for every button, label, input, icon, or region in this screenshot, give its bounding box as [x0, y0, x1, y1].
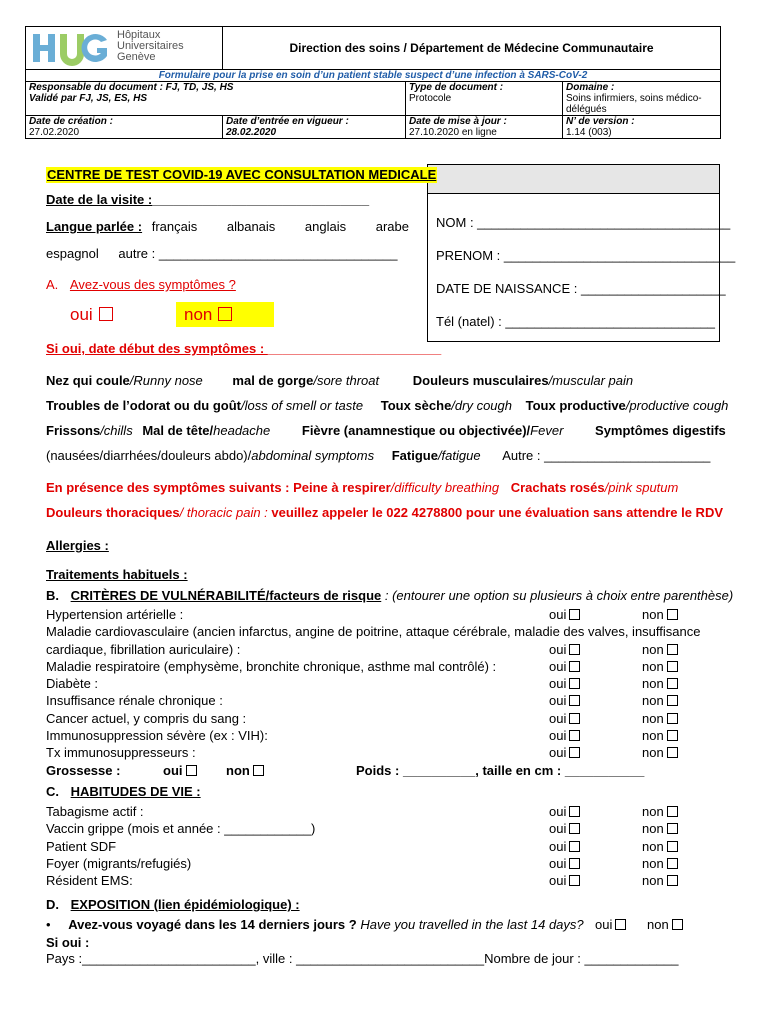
checkbox-icon[interactable]: [667, 609, 678, 620]
symptom-autre[interactable]: Autre : _______________________: [502, 448, 711, 463]
nom-field[interactable]: NOM : ___________________________________: [436, 215, 731, 230]
habit-item-label: Foyer (migrants/refugiés): [46, 855, 192, 871]
checkbox-icon[interactable]: [569, 695, 580, 706]
travel-non-label: non: [647, 917, 669, 932]
allergies-label[interactable]: Allergies :: [46, 538, 109, 553]
logo-line-2: Universitaires: [117, 40, 184, 52]
vulnerability-item-row: [46, 623, 701, 640]
vulnerability-item-non[interactable]: [642, 675, 678, 692]
oui-label: oui: [549, 804, 567, 819]
responsable-cell: [26, 82, 406, 116]
checkbox-icon[interactable]: [569, 678, 580, 689]
domaine-value: Soins infirmiers, soins médico-délégués: [566, 93, 702, 115]
oui-label: oui: [549, 745, 567, 761]
form-title: Formulaire pour la prise en soin d’un patient stable suspect d’une infection à SARS-CoV-2: [26, 70, 721, 82]
non-label: non: [642, 641, 664, 657]
habit-item-non[interactable]: [642, 838, 678, 855]
symptom-toux-prod[interactable]: Toux productive: [525, 398, 626, 413]
habit-item-oui[interactable]: [549, 872, 580, 889]
symptom-nez[interactable]: Nez qui coule: [46, 373, 130, 388]
traitements-label[interactable]: Traitements habituels :: [46, 567, 188, 582]
travel-non[interactable]: [647, 916, 683, 933]
visite-label: Date de la visite :: [46, 192, 153, 207]
langue-anglais[interactable]: anglais: [304, 219, 347, 234]
checkbox-icon[interactable]: [615, 919, 626, 930]
checkbox-icon[interactable]: [569, 644, 580, 655]
vulnerability-item-label: cardiaque, fibrillation auriculaire) :: [46, 641, 241, 657]
document-header: [25, 26, 721, 150]
vulnerability-item-oui[interactable]: [549, 675, 580, 692]
habit-item-row: [46, 820, 696, 837]
non-label: non: [642, 607, 664, 622]
symptom-musc-en: /muscular pain: [548, 373, 634, 388]
langue-row: [46, 219, 409, 235]
version-label: N’ de version :: [566, 116, 635, 127]
symptom-musc[interactable]: Douleurs musculaires: [412, 373, 549, 388]
naissance-field[interactable]: DATE DE NAISSANCE : ____________________: [436, 281, 726, 296]
warning-text-g: veuillez appeler le 022 4278800 pour une évaluation sans attendre le RDV: [271, 505, 724, 520]
non-label: non: [642, 838, 664, 854]
vulnerability-item-label: Tx immunosuppresseurs :: [46, 745, 196, 761]
vulnerability-item-label: Insuffisance rénale chronique :: [46, 693, 223, 709]
symptom-fatigue-en: /fatigue: [437, 448, 481, 463]
vulnerability-item-non[interactable]: [642, 641, 678, 658]
non-label: non: [642, 804, 664, 819]
symptoms-oui[interactable]: [70, 305, 113, 325]
section-b-note: : (entourer une option su plusieurs à choix entre parenthèse): [381, 588, 734, 603]
logo-line-3: Genève: [117, 51, 156, 63]
non-label: non: [642, 855, 664, 871]
checkbox-icon[interactable]: [569, 806, 580, 817]
habit-item-oui[interactable]: [549, 855, 580, 872]
habit-item-label: Patient SDF: [46, 838, 117, 854]
creation-label: Date de création :: [29, 116, 113, 127]
section-a-letter: A.: [46, 277, 59, 292]
habit-item-label: Vaccin grippe (mois et année : ____________): [46, 821, 316, 837]
langue-row-2: [46, 246, 397, 262]
vulnerability-item-non[interactable]: [642, 727, 678, 744]
centre-title: CENTRE DE TEST COVID-19 AVEC CONSULTATION MEDICALE: [47, 167, 437, 182]
oui-label: oui: [549, 855, 567, 871]
grossesse-oui-label: oui: [163, 763, 183, 778]
symptom-row-1: [46, 373, 633, 389]
habit-item-label: Tabagisme actif :: [46, 804, 144, 819]
type-value: Protocole: [409, 93, 452, 104]
responsable: Responsable du document : FJ, TD, JS, HS: [29, 82, 234, 93]
section-b-heading: [46, 588, 733, 604]
vulnerability-item-row: [46, 727, 696, 744]
symptom-gorge[interactable]: mal de gorge: [232, 373, 314, 388]
maj-label: Date de mise à jour :: [409, 116, 507, 127]
checkbox-icon[interactable]: [667, 730, 678, 741]
vulnerability-item-label: Maladie cardiovasculaire (ancien infarctus, angine de poitrine, attaque cérébrale, maladie des valves, insuffisance: [46, 624, 701, 640]
section-d-title: EXPOSITION (lien épidémiologique) :: [70, 897, 300, 912]
travel-question: Avez-vous voyagé dans les 14 derniers jours ?: [68, 917, 357, 932]
habit-item-row: [46, 855, 696, 872]
checkbox-icon[interactable]: [569, 841, 580, 852]
visite-row: [46, 192, 369, 208]
grossesse-oui[interactable]: [163, 762, 197, 779]
grossesse-non-label: non: [226, 763, 250, 778]
habit-item-row: [46, 803, 696, 820]
vulnerability-item-oui[interactable]: [549, 727, 580, 744]
vulnerability-item-oui[interactable]: [549, 710, 580, 727]
tel-field[interactable]: Tél (natel) : _____________________________: [436, 314, 716, 329]
visite-line[interactable]: ______________________________: [152, 192, 370, 207]
symptom-gorge-en: /sore throat: [313, 373, 380, 388]
grossesse-row: [46, 762, 645, 779]
non-label: non: [642, 728, 664, 744]
travel-oui[interactable]: [595, 916, 626, 933]
symptoms-non[interactable]: [176, 302, 274, 327]
checkbox-icon[interactable]: [253, 765, 264, 776]
habit-item-oui[interactable]: [549, 820, 580, 837]
domaine-label: Domaine :: [566, 82, 615, 93]
habit-item-non[interactable]: [642, 855, 678, 872]
vulnerability-item-row: [46, 658, 696, 675]
symptom-nausees: (nausées/diarrhées/douleurs abdo)/: [46, 448, 252, 463]
checkbox-icon[interactable]: [99, 307, 113, 321]
checkbox-icon[interactable]: [186, 765, 197, 776]
vulnerability-item-oui[interactable]: [549, 692, 580, 709]
symptom-nausees-en: abdominal symptoms: [251, 448, 375, 463]
non-label: non: [642, 658, 664, 674]
logo-cell: [26, 27, 223, 70]
checkbox-icon[interactable]: [667, 695, 678, 706]
vulnerability-item-oui[interactable]: [549, 641, 580, 658]
oui-label: oui: [549, 728, 567, 744]
hug-logo: [29, 27, 219, 69]
symptom-row-4: [46, 448, 710, 464]
non-label: non: [642, 821, 664, 837]
checkbox-icon[interactable]: [569, 730, 580, 741]
oui-label: oui: [549, 641, 567, 657]
oui-label: oui: [549, 676, 567, 692]
symptom-fievre-en: Fever: [530, 423, 564, 438]
warning-text-f: / thoracic pain :: [179, 505, 268, 520]
vulnerability-item-label: Maladie respiratoire (emphysème, bronchite chronique, asthme mal contrôlé) :: [46, 658, 497, 674]
warning-text-e: Douleurs thoraciques: [46, 505, 180, 520]
symptom-frissons-en: /chills: [100, 423, 133, 438]
non-label: non: [642, 676, 664, 692]
vulnerability-item-non[interactable]: [642, 744, 678, 761]
vulnerability-item-non[interactable]: [642, 692, 678, 709]
habit-item-non[interactable]: [642, 872, 678, 889]
maj-value: 27.10.2020 en ligne: [409, 127, 497, 138]
oui-label: oui: [549, 693, 567, 709]
langue-arabe[interactable]: arabe: [375, 219, 409, 234]
symptom-digestifs[interactable]: Symptômes digestifs: [595, 423, 726, 438]
travel-oui-label: oui: [595, 917, 613, 932]
symptom-tete-en: headache: [213, 423, 271, 438]
warning-line-2: [46, 505, 723, 521]
warning-line-1: [46, 480, 678, 496]
checkbox-icon[interactable]: [667, 823, 678, 834]
si-oui-label: Si oui :: [46, 935, 90, 950]
langue-autre[interactable]: autre : _________________________________: [118, 246, 398, 261]
langue-francais[interactable]: français: [151, 219, 198, 234]
oui-label: oui: [549, 658, 567, 674]
habit-item-row: [46, 838, 696, 855]
vulnerability-list: [46, 606, 701, 762]
vulnerability-item-label: Diabète :: [46, 676, 99, 692]
checkbox-icon[interactable]: [569, 661, 580, 672]
vulnerability-item-row: [46, 675, 696, 692]
checkbox-icon[interactable]: [569, 858, 580, 869]
section-a-heading: [46, 277, 236, 293]
bullet-icon: •: [46, 917, 51, 932]
vulnerability-item-row: [46, 710, 696, 727]
creation-value: 27.02.2020: [29, 127, 80, 138]
oui-label: oui: [549, 710, 567, 726]
symptom-toux-seche-en: /dry cough: [451, 398, 512, 413]
type-label: Type de document :: [409, 82, 504, 93]
non-label: non: [642, 693, 664, 709]
oui-label: oui: [549, 873, 567, 889]
vulnerability-item-oui[interactable]: [549, 606, 580, 623]
vulnerability-item-non[interactable]: [642, 658, 678, 675]
vigueur-value: 28.02.2020: [226, 127, 277, 138]
habit-item-label: Résident EMS:: [46, 873, 133, 889]
travel-question-en: Have you travelled in the last 14 days?: [356, 917, 584, 932]
debut-label: Si oui, date début des symptômes :: [46, 341, 268, 356]
patient-identity-box: [427, 164, 736, 342]
checkbox-icon[interactable]: [667, 806, 678, 817]
valide: Validé par FJ, JS, ES, HS: [29, 93, 148, 104]
vulnerability-item-non[interactable]: [642, 606, 678, 623]
vigueur-label: Date d’entrée en vigueur :: [226, 116, 349, 127]
creation-cell: [26, 116, 223, 139]
section-c-letter: C.: [46, 784, 59, 799]
non-label: non: [642, 710, 664, 726]
checkbox-icon[interactable]: [667, 678, 678, 689]
vulnerability-item-oui[interactable]: [549, 658, 580, 675]
debut-line[interactable]: ________________________: [267, 341, 442, 356]
section-d-heading: [46, 896, 300, 913]
section-c-heading: [46, 783, 201, 800]
section-a-title: Avez-vous des symptômes ?: [69, 277, 236, 292]
checkbox-icon[interactable]: [672, 919, 683, 930]
warning-text-d: /pink sputum: [604, 480, 679, 495]
section-d-letter: D.: [46, 897, 59, 912]
symptom-odorat[interactable]: Troubles de l’odorat ou du goût: [46, 398, 241, 413]
checkbox-icon[interactable]: [569, 713, 580, 724]
maj-cell: [406, 116, 563, 139]
vulnerability-item-label: Hypertension artérielle :: [46, 607, 184, 622]
checkbox-icon[interactable]: [667, 661, 678, 672]
direction-cell: Direction des soins / Département de Médecine Communautaire: [223, 27, 721, 70]
version-value: 1.14 (003): [566, 127, 612, 138]
non-label: non: [642, 745, 664, 761]
habit-item-row: [46, 872, 696, 889]
vigueur-cell: [223, 116, 406, 139]
checkbox-icon[interactable]: [667, 875, 678, 886]
label-area: [428, 165, 719, 194]
warning-text-a: En présence des symptômes suivants : Peine à respirer: [46, 480, 391, 495]
logo-line-1: Hôpitaux: [117, 29, 161, 41]
symptom-fatigue[interactable]: Fatigue: [391, 448, 438, 463]
checkbox-icon[interactable]: [667, 841, 678, 852]
grossesse-non[interactable]: [226, 762, 264, 779]
domaine-cell: [563, 82, 721, 116]
habits-list: [46, 803, 696, 889]
checkbox-icon[interactable]: [569, 875, 580, 886]
travel-row: [46, 916, 696, 933]
vulnerability-item-label: Cancer actuel, y compris du sang :: [46, 710, 247, 726]
version-cell: [563, 116, 721, 139]
vulnerability-item-oui[interactable]: [549, 744, 580, 761]
type-cell: [406, 82, 563, 116]
oui-label: oui: [549, 838, 567, 854]
grossesse-label: Grossesse :: [46, 763, 121, 778]
oui-label: oui: [549, 821, 567, 837]
habit-item-non[interactable]: [642, 803, 678, 820]
section-b-letter: B.: [46, 588, 59, 603]
checkbox-icon[interactable]: [667, 644, 678, 655]
symptom-nez-en: /Runny nose: [129, 373, 203, 388]
symptom-row-2: [46, 398, 728, 414]
langue-espagnol[interactable]: espagnol: [46, 246, 99, 261]
checkbox-icon[interactable]: [569, 823, 580, 834]
symptom-fievre[interactable]: Fièvre (anamnestique ou objectivée)/: [301, 423, 531, 438]
oui-label: oui: [549, 607, 567, 622]
poids-taille[interactable]: Poids : __________, taille en cm : ___________: [356, 763, 645, 778]
vulnerability-item-non[interactable]: [642, 710, 678, 727]
hug-logo-icon: [31, 30, 111, 66]
vulnerability-item-row: [46, 692, 696, 709]
vulnerability-item-row: [46, 641, 696, 658]
symptom-row-3: [46, 423, 726, 439]
debut-row: [46, 341, 441, 357]
vulnerability-item-row: [46, 606, 696, 623]
symptom-toux-seche[interactable]: Toux sèche: [380, 398, 452, 413]
section-b-title: CRITÈRES DE VULNÉRABILITÉ/facteurs de risque: [70, 588, 382, 603]
vulnerability-item-row: [46, 744, 696, 761]
symptom-frissons[interactable]: Frissons: [46, 423, 101, 438]
vulnerability-item-label: Immunosuppression sévère (ex : VIH):: [46, 728, 268, 744]
symptom-toux-prod-en: /productive cough: [625, 398, 729, 413]
symptom-odorat-en: /loss of smell or taste: [241, 398, 364, 413]
pays-ville-row[interactable]: Pays :________________________, ville : __________________________Nombre de jour : _____________: [46, 951, 679, 966]
habit-item-non[interactable]: [642, 820, 678, 837]
checkbox-icon[interactable]: [218, 307, 232, 321]
warning-text-b: /difficulty breathing: [390, 480, 500, 495]
prenom-field[interactable]: PRENOM : ________________________________: [436, 248, 736, 263]
checkbox-icon[interactable]: [569, 609, 580, 620]
non-label: non: [642, 873, 664, 889]
section-c-title: HABITUDES DE VIE :: [70, 784, 201, 799]
langue-albanais[interactable]: albanais: [226, 219, 276, 234]
checkbox-icon[interactable]: [667, 713, 678, 724]
langue-label: Langue parlée :: [46, 219, 143, 234]
checkbox-icon[interactable]: [667, 747, 678, 758]
habit-item-oui[interactable]: [549, 838, 580, 855]
habit-item-oui[interactable]: [549, 803, 580, 820]
symptom-tete[interactable]: Mal de tête/: [142, 423, 214, 438]
checkbox-icon[interactable]: [569, 747, 580, 758]
checkbox-icon[interactable]: [667, 858, 678, 869]
symptoms-non-label: non: [184, 305, 213, 324]
warning-text-c: Crachats rosés: [510, 480, 605, 495]
symptoms-oui-label: oui: [70, 305, 93, 324]
